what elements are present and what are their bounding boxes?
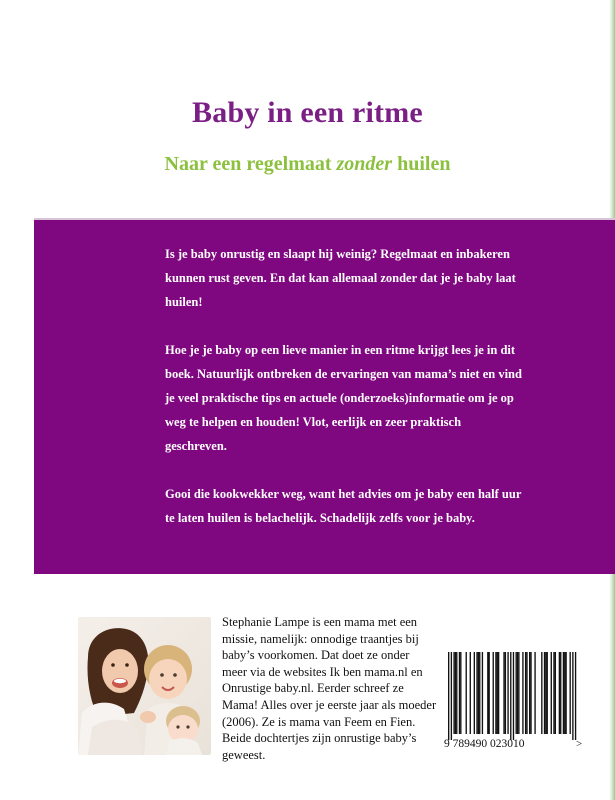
barcode-bar (507, 652, 508, 734)
barcode-bar (482, 652, 483, 734)
barcode-bar (513, 652, 514, 740)
barcode-bar (553, 652, 554, 734)
author-photo-image (78, 617, 211, 755)
barcode-bar (560, 652, 561, 734)
barcode-bar (495, 652, 496, 734)
book-subtitle (0, 153, 615, 176)
barcode-bar (478, 652, 479, 734)
barcode-bar (545, 652, 546, 734)
author-bio: Stephanie Lampe is een mama met een missie, namelijk: onnodige traantjes bij baby’s voorkomen. Dat doet ze onder meer via de websites Ik ben mama.nl en Onrustige baby.nl. Eerder schreef ze Mama! Alles over je eerste jaar als moeder (2006). Ze is mama van Feem en Fien. Beide dochtertjes zijn onrustige baby’s geweest. (222, 615, 437, 762)
barcode-bar (551, 652, 552, 734)
blurb-paragraph-3: Gooi die kookwekker weg, want het advies om je baby een half uur te laten huilen is belachelijk. Schadelijk zelfs voor je baby. (165, 487, 522, 525)
barcode-bar (517, 652, 518, 734)
barcode-bar (489, 652, 490, 734)
blurb-text (165, 242, 525, 554)
book-title: Baby in een ritme (192, 96, 423, 129)
subtitle-emphasis: zonder (336, 153, 393, 175)
barcode-bar (453, 652, 454, 734)
barcode-bar (493, 652, 494, 734)
barcode-bar (510, 652, 511, 740)
author-photo (78, 617, 211, 755)
subtitle-part-2: huilen (392, 153, 451, 175)
barcode-bar (530, 652, 531, 734)
barcode-bar (575, 652, 576, 740)
barcode-bar (522, 652, 523, 734)
barcode-bar (534, 652, 535, 734)
barcode-bar (555, 652, 556, 734)
quiet-zone-mark: > (576, 738, 583, 750)
barcode-bar (459, 652, 460, 734)
barcode-bar (564, 652, 565, 734)
barcode-bar (518, 652, 519, 734)
barcode-bar (455, 652, 456, 734)
barcode-bar (570, 652, 571, 734)
barcode-bar (470, 652, 471, 734)
barcode-bar (497, 652, 498, 734)
barcode-bar (563, 652, 564, 734)
barcode-bar (526, 652, 527, 734)
barcode-bar (456, 652, 457, 734)
barcode-bar (451, 652, 452, 740)
barcode-bar (487, 652, 488, 734)
barcode-bar (525, 652, 526, 734)
barcode-bar (448, 652, 449, 740)
barcode-bar (541, 652, 542, 734)
barcode-bar (505, 652, 506, 734)
barcode-bar (516, 652, 517, 734)
barcode-bar (476, 652, 477, 734)
barcode-bar (572, 652, 573, 740)
barcode-bar (529, 652, 530, 734)
isbn-number: 9 789490 023010 (444, 738, 525, 750)
barcode-bar (544, 652, 545, 734)
subtitle-part-1: Naar een regelmaat (164, 153, 337, 175)
barcode-bar (565, 652, 566, 734)
blurb-paragraph-1: Is je baby onrustig en slaapt hij weinig? Regelmaat en inbakeren kunnen rust geven. En dat kan allemaal zonder dat je je baby laat huilen! (165, 247, 516, 309)
blurb-paragraph-2: Hoe je je baby op een lieve manier in een ritme krijgt lees je in dit boek. Natuurlijk ontbreken de ervaringen van mama’s niet en vind je veel praktische tips en actuele (onderzoeks)informatie om je op weg te helpen en houden! Vlot, eerlijk en zeer praktisch geschreven. (165, 343, 522, 453)
barcode-bar (460, 652, 461, 734)
barcode-icon (444, 652, 584, 750)
barcode-bar (498, 652, 499, 734)
barcode-bar (479, 652, 480, 734)
isbn-barcode (444, 652, 584, 750)
barcode-bar (547, 652, 548, 734)
barcode-bar (559, 652, 560, 734)
blurb-panel (34, 218, 615, 574)
barcode-bar (474, 652, 475, 734)
barcode-bar (466, 652, 467, 734)
barcode-bar (503, 652, 504, 734)
